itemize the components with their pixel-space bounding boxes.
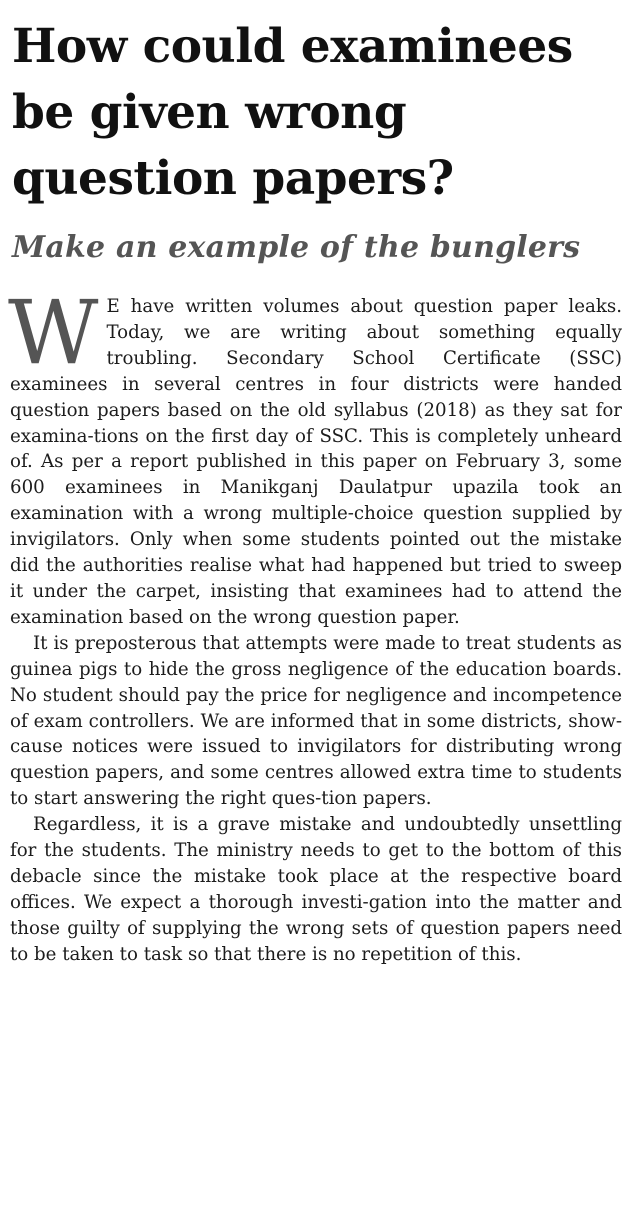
paragraph-2: It is preposterous that attempts were made to treat students as guinea pigs to hide the gross negligence of the education boards. No student should pay the price for negligence and incompetence of exam controllers. We are informed that in some districts, show-cause notices were issued to invigilators for distributing wrong question papers, and some centres allowed extra time to students to start answering the right ques-tion papers. [10,632,622,810]
drop-cap: W [8,281,99,384]
headline: How could examinees be given wrong question papers? [12,19,573,206]
article-body [8,281,622,968]
paragraph-3: Regardless, it is a grave mistake and undoubtedly unsettling for the students. The ministry needs to get to the bottom of this debacle since the mistake took place at the respective board offices. We expect a thorough investi-gation into the matter and those guilty of supplying the wrong sets of question papers need to be taken to task so that there is no repetition of this. [10,814,622,965]
paragraph-1 [8,281,622,631]
paragraph-1-text: E have written volumes about question paper leaks. Today, we are writing about something equally troubling. Secondary School Certificate (SSC) examinees in several centres in four districts were handed question papers based on the old syllabus (2018) as they sat for examina-tions on the first day of SSC. This is completely unheard of. As per a report published in this paper on February 3, some 600 examinees in Manikganj Daulatpur upazila took an examination with a wrong multiple-choice question supplied by invigilators. Only when some students pointed out the mistake did the authorities realise what had happened but tried to sweep it under the carpet, insisting that examinees had to attend the examination based on the wrong question paper. [10,296,622,628]
subheadline: Make an example of the bunglers [12,230,581,265]
